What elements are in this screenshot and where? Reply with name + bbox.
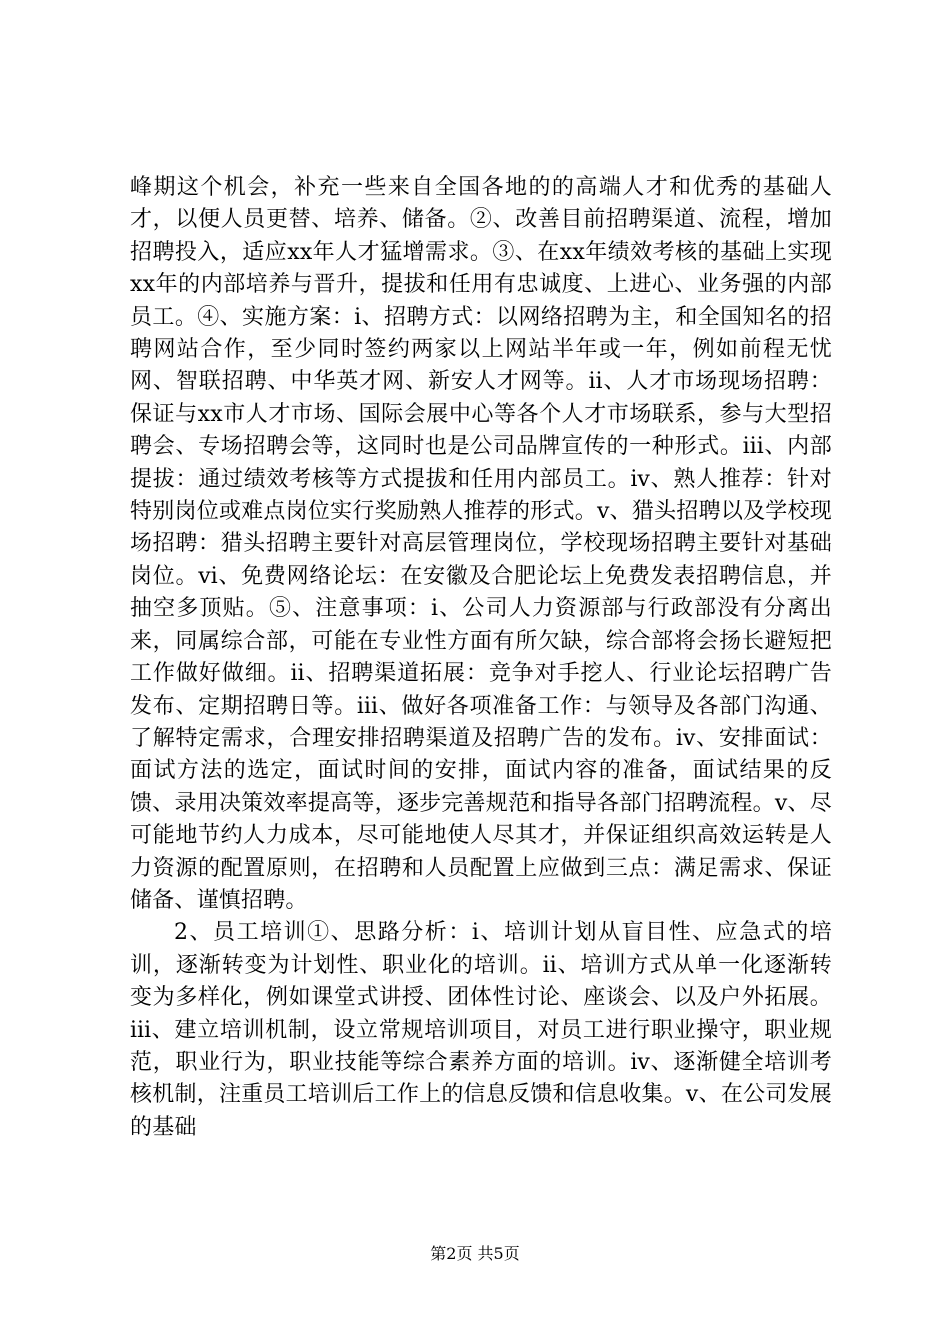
page-number: 第2页 共5页 xyxy=(430,1244,520,1263)
paragraph-training: 2、员工培训①、思路分析：ⅰ、培训计划从盲目性、应急式的培训，逐渐转变为计划性、职业化的培训。ⅱ、培训方式从单一化逐渐转变为多样化，例如课堂式讲授、团体性讨论、座谈会、以及户外拓展。ⅲ、建立培训机制，设立常规培训项目，对员工进行职业操守，职业规范，职业行为，职业技能等综合素养方面的培训。ⅳ、逐渐健全培训考核机制，注重员工培训后工作上的信息反馈和信息收集。ⅴ、在公司发展的基础 xyxy=(130,920,832,1140)
page-footer xyxy=(0,1244,950,1264)
document-body xyxy=(130,172,832,1144)
paragraph-recruitment: 峰期这个机会，补充一些来自全国各地的的高端人才和优秀的基础人才，以便人员更替、培养、储备。②、改善目前招聘渠道、流程，增加招聘投入，适应xx年人才猛增需求。③、在xx年绩效考核的基础上实现xx年的内部培养与晋升，提拔和任用有忠诚度、上进心、业务强的内部员工。④、实施方案：ⅰ、招聘方式：以网络招聘为主，和全国知名的招聘网站合作，至少同时签约两家以上网站半年或一年，例如前程无忧网、智联招聘、中华英才网、新安人才网等。ⅱ、人才市场现场招聘：保证与xx市人才市场、国际会展中心等各个人才市场联系，参与大型招聘会、专场招聘会等，这同时也是公司品牌宣传的一种形式。ⅲ、内部提拔：通过绩效考核等方式提拔和任用内部员工。ⅳ、熟人推荐：针对特别岗位或难点岗位实行奖励熟人推荐的形式。ⅴ、猎头招聘以及学校现场招聘：猎头招聘主要针对高层管理岗位，学校现场招聘主要针对基础岗位。ⅵ、免费网络论坛：在安徽及合肥论坛上免费发表招聘信息，并抽空多顶贴。⑤、注意事项：ⅰ、公司人力资源部与行政部没有分离出来，同属综合部，可能在专业性方面有所欠缺，综合部将会扬长避短把工作做好做细。ⅱ、招聘渠道拓展：竞争对手挖人、行业论坛招聘广告发布、定期招聘日等。ⅲ、做好各项准备工作：与领导及各部门沟通、了解特定需求，合理安排招聘渠道及招聘广告的发布。ⅳ、安排面试：面试方法的选定，面试时间的安排，面试内容的准备，面试结果的反馈、录用决策效率提高等，逐步完善规范和指导各部门招聘流程。ⅴ、尽可能地节约人力成本，尽可能地使人尽其才，并保证组织高效运转是人力资源的配置原则，在招聘和人员配置上应做到三点：满足需求、保证储备、谨慎招聘。 xyxy=(130,175,832,913)
